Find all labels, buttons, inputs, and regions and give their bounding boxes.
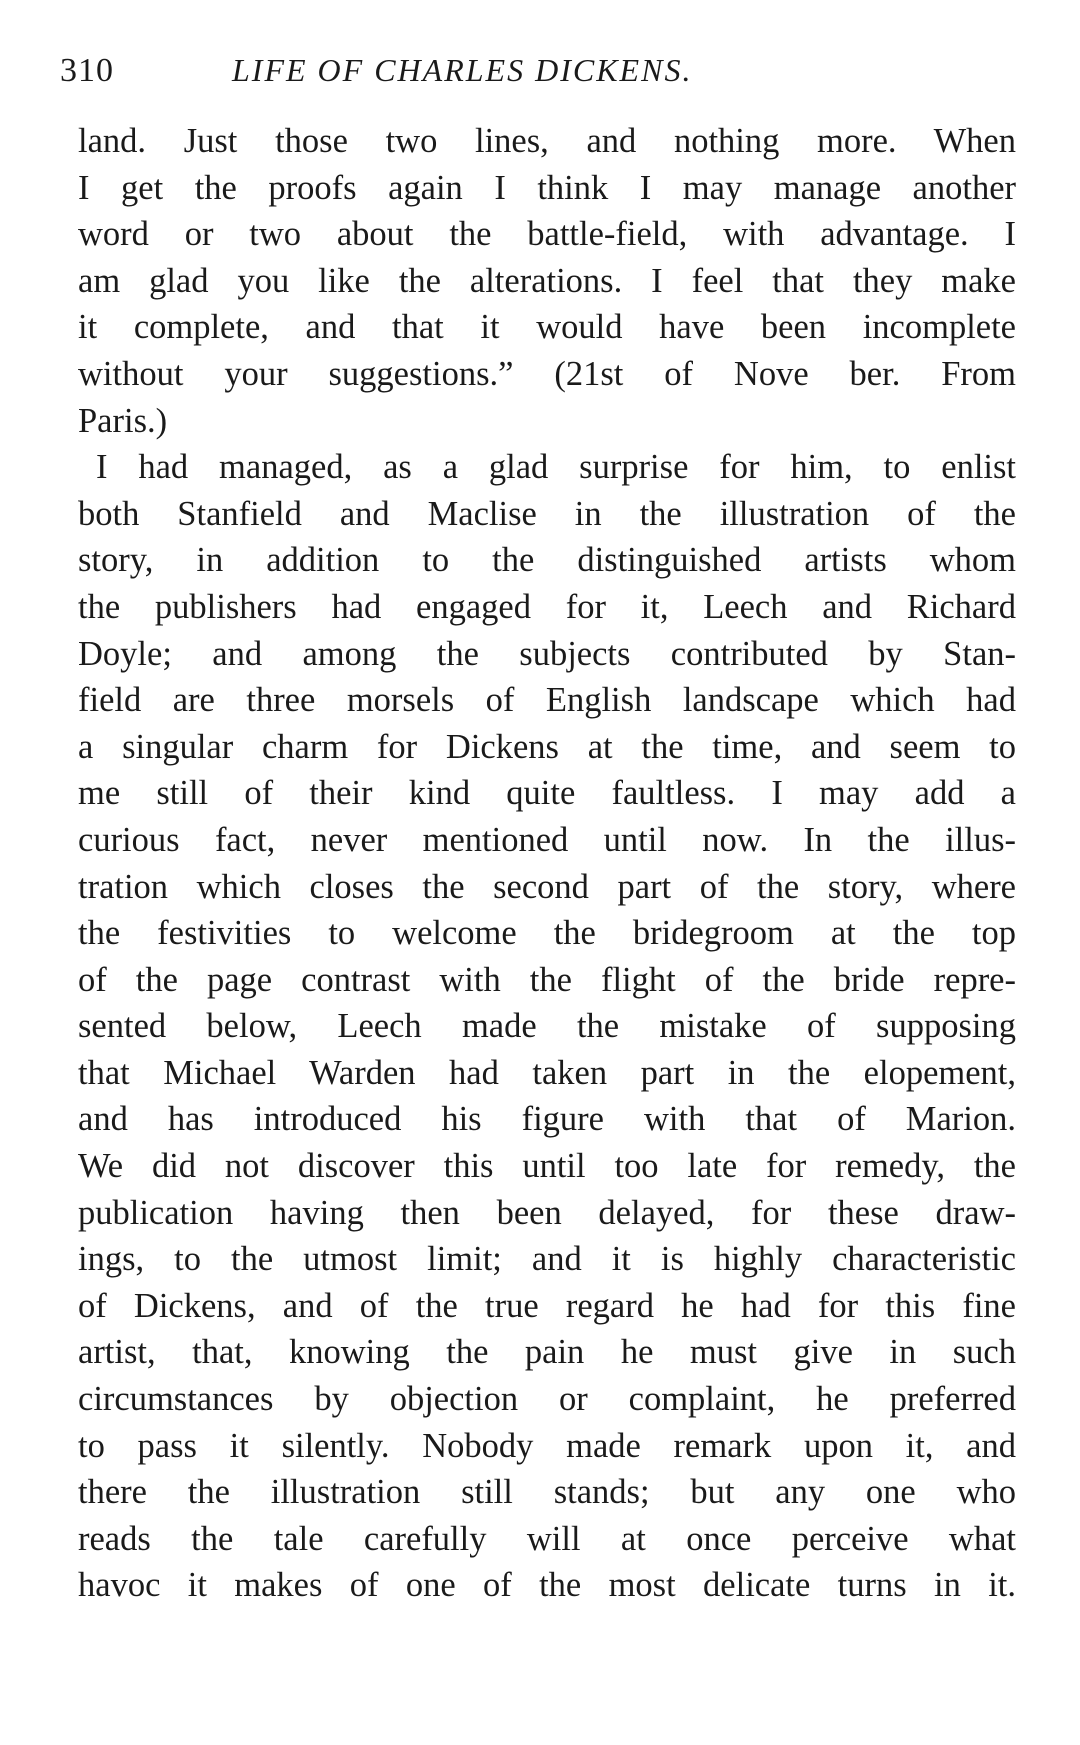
running-title: LIFE OF CHARLES DICKENS. xyxy=(232,52,693,88)
page-number: 310 xyxy=(60,52,114,89)
text-line: story, in addition to the distinguished artists whom xyxy=(78,541,1016,580)
text-line: both Stanfield and Maclise in the illustration of the xyxy=(78,494,1016,533)
text-line: the publishers had engaged for it, Leech and Richard xyxy=(78,587,1016,626)
text-line: me still of their kind quite faultless. I may add a xyxy=(78,774,1016,813)
text-line: the festivities to welcome the bridegroom at the top xyxy=(78,914,1016,953)
body-text xyxy=(78,118,1016,1609)
text-line: a singular charm for Dickens at the time, and seem to xyxy=(78,727,1016,766)
text-line: of Dickens, and of the true regard he had for this fine xyxy=(78,1286,1016,1325)
text-line: to pass it silently. Nobody made remark upon it, and xyxy=(78,1426,1016,1465)
text-line: without your suggestions.” (21st of Nove ber. From xyxy=(78,354,1016,393)
text-line: We did not discover this until too late for remedy, the xyxy=(78,1147,1016,1186)
text-line: and has introduced his figure with that of Marion. xyxy=(78,1100,1016,1139)
running-head xyxy=(60,52,1020,92)
text-line: publication having then been delayed, for these draw- xyxy=(78,1193,1016,1232)
text-line: sented below, Leech made the mistake of supposing xyxy=(78,1007,1016,1046)
text-line: reads the tale carefully will at once perceive what xyxy=(78,1519,1016,1558)
text-line: tration which closes the second part of the story, where xyxy=(78,867,1016,906)
text-line: it complete, and that it would have been incomplete xyxy=(78,308,1016,347)
text-line: circumstances by objection or complaint, he preferred xyxy=(78,1380,1016,1419)
text-line: curious fact, never mentioned until now. In the illus- xyxy=(78,820,1016,859)
text-line: land. Just those two lines, and nothing more. When xyxy=(78,122,1016,160)
text-line: am glad you like the alterations. I feel that they make xyxy=(78,261,1016,300)
text-line: havoc it makes of one of the most delicate turns in it. xyxy=(78,1566,1016,1605)
text-line: artist, that, knowing the pain he must give in such xyxy=(78,1333,1016,1372)
text-line: Doyle; and among the subjects contributed by Stan- xyxy=(78,634,1016,673)
text-line: there the illustration still stands; but any one who xyxy=(78,1473,1016,1512)
text-line: of the page contrast with the flight of the bride repre- xyxy=(78,960,1016,999)
text-line: ings, to the utmost limit; and it is highly characteristic xyxy=(78,1240,1016,1279)
text-line: I get the proofs again I think I may manage another xyxy=(78,168,1016,207)
text-line: field are three morsels of English landscape which had xyxy=(78,681,1016,720)
text-line: that Michael Warden had taken part in the elopement, xyxy=(78,1053,1016,1092)
text-line: word or two about the battle-field, with advantage. I xyxy=(78,215,1016,254)
text-line: Paris.) xyxy=(78,401,168,440)
paragraph-first-line: I had managed, as a glad surprise for him, to enlist xyxy=(96,448,1016,487)
